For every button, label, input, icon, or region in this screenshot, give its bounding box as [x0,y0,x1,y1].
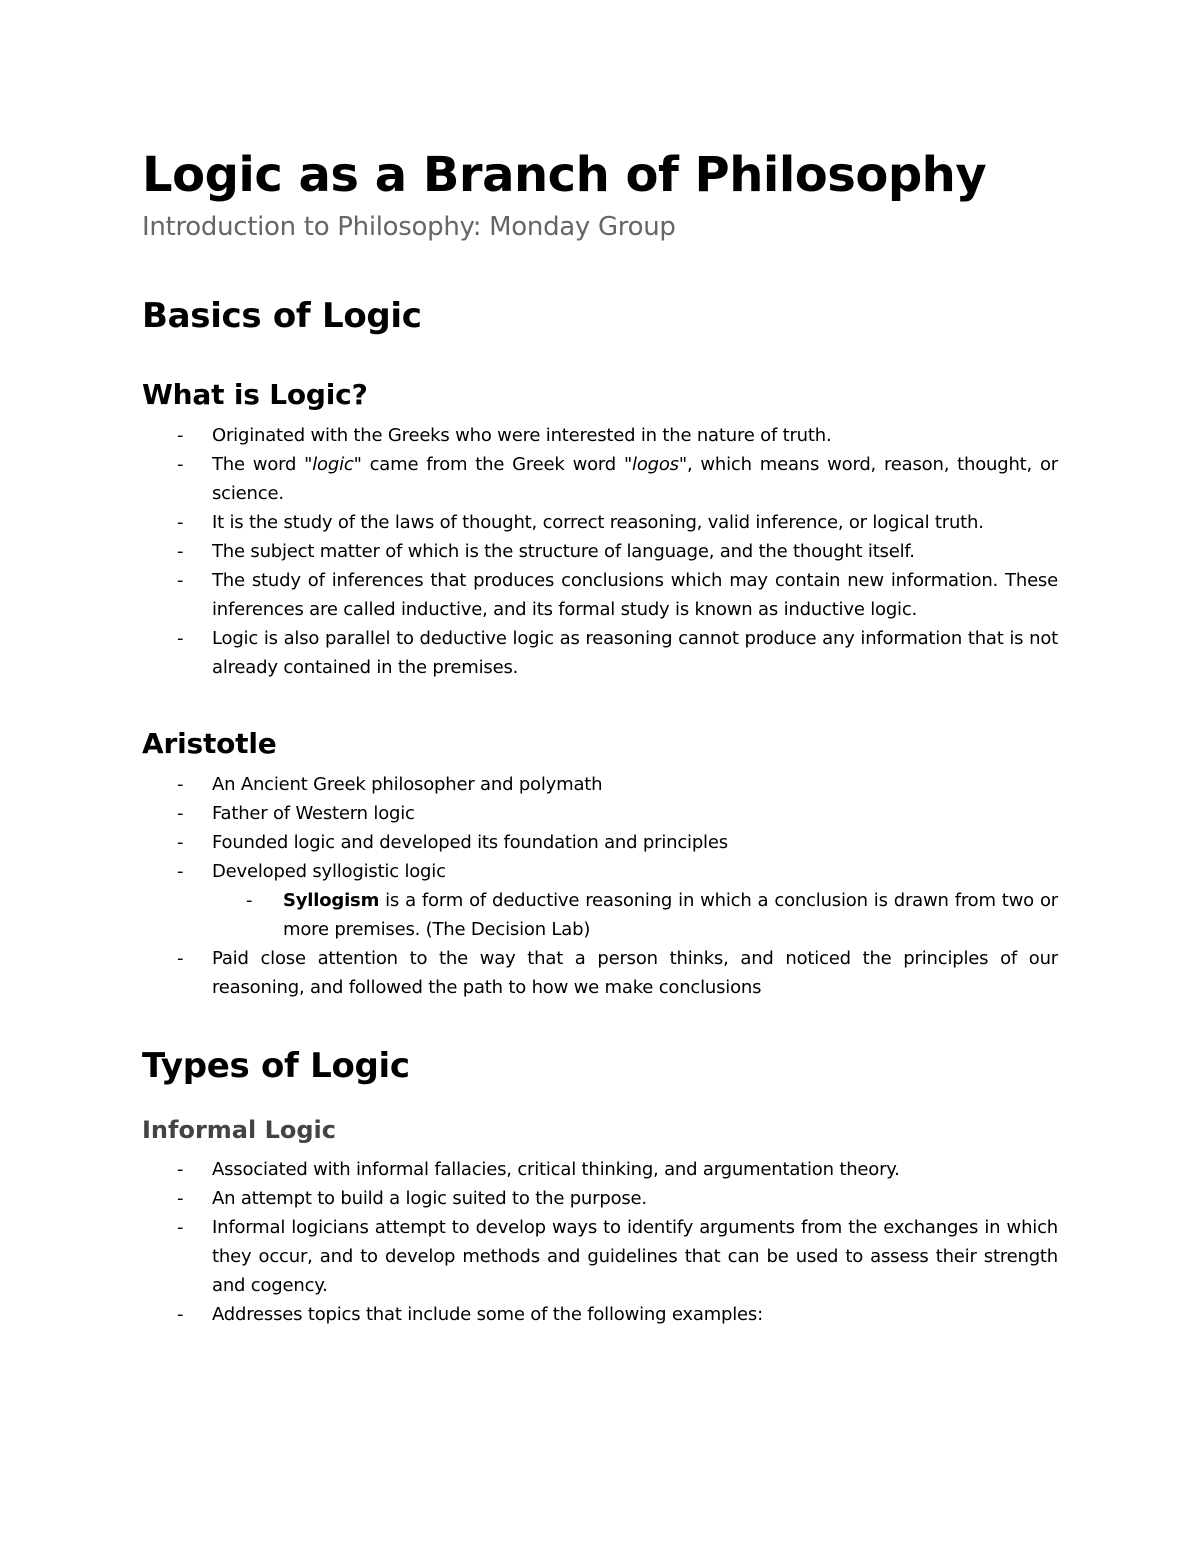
bullet-dash: - [177,541,184,562]
bullet-dash: - [177,803,184,824]
heading-what-is-logic: What is Logic? [142,378,368,411]
what-is-logic-list [142,421,1058,682]
list-item: - Founded logic and developed its foundation and principles [142,828,1058,857]
informal-logic-list [142,1155,1058,1329]
list-item: - The study of inferences that produces conclusions which may contain new information. These inferences are called inductive, and its formal study is known as inductive logic. [142,566,1058,624]
bullet-dash: - [177,832,184,853]
list-item: - Associated with informal fallacies, critical thinking, and argumentation theory. [142,1155,1058,1184]
list-item: - The subject matter of which is the structure of language, and the thought itself. [142,537,1058,566]
bullet-dash: - [177,1304,184,1325]
bullet-dash: - [177,948,184,969]
bullet-dash: - [177,512,184,533]
nested-list-item: - Syllogism is a form of deductive reasoning in which a conclusion is drawn from two or more premises. (The Decision Lab) [142,886,1058,944]
bullet-dash: - [177,774,184,795]
document-body [142,140,1058,1329]
bullet-dash: - [246,890,253,911]
list-item: - Logic is also parallel to deductive logic as reasoning cannot produce any information that is not already contained in the premises. [142,624,1058,682]
bullet-dash: - [177,1217,184,1238]
bullet-dash: - [177,454,184,475]
list-item: - Addresses topics that include some of the following examples: [142,1300,1058,1329]
term-logic: logic [312,454,354,475]
bullet-dash: - [177,570,184,591]
heading-informal-logic: Informal Logic [142,1116,336,1144]
bullet-dash: - [177,1159,184,1180]
list-item: - An Ancient Greek philosopher and polymath [142,770,1058,799]
bullet-dash: - [177,628,184,649]
heading-aristotle: Aristotle [142,727,277,760]
bullet-dash: - [177,1188,184,1209]
bullet-dash: - [177,861,184,882]
aristotle-list [142,770,1058,1002]
term-syllogism: Syllogism [283,890,380,911]
page-subtitle: Introduction to Philosophy: Monday Group [142,212,676,242]
list-item: - Paid close attention to the way that a person thinks, and noticed the principles of our reasoning, and followed the path to how we make conclusions [142,944,1058,1002]
list-item: - Originated with the Greeks who were interested in the nature of truth. [142,421,1058,450]
bullet-dash: - [177,425,184,446]
list-item: - An attempt to build a logic suited to the purpose. [142,1184,1058,1213]
page-title: Logic as a Branch of Philosophy [142,147,987,203]
list-item: - The word "logic" came from the Greek word "logos", which means word, reason, thought, or science. [142,450,1058,508]
list-item: - Father of Western logic [142,799,1058,828]
list-item: - Informal logicians attempt to develop ways to identify arguments from the exchanges in which they occur, and to develop methods and guidelines that can be used to assess their strength and cogency. [142,1213,1058,1300]
heading-types-of-logic: Types of Logic [142,1046,410,1086]
heading-basics-of-logic: Basics of Logic [142,296,422,336]
list-item: - Developed syllogistic logic [142,857,1058,886]
term-logos: logos [632,454,679,475]
list-item: - It is the study of the laws of thought, correct reasoning, valid inference, or logical truth. [142,508,1058,537]
